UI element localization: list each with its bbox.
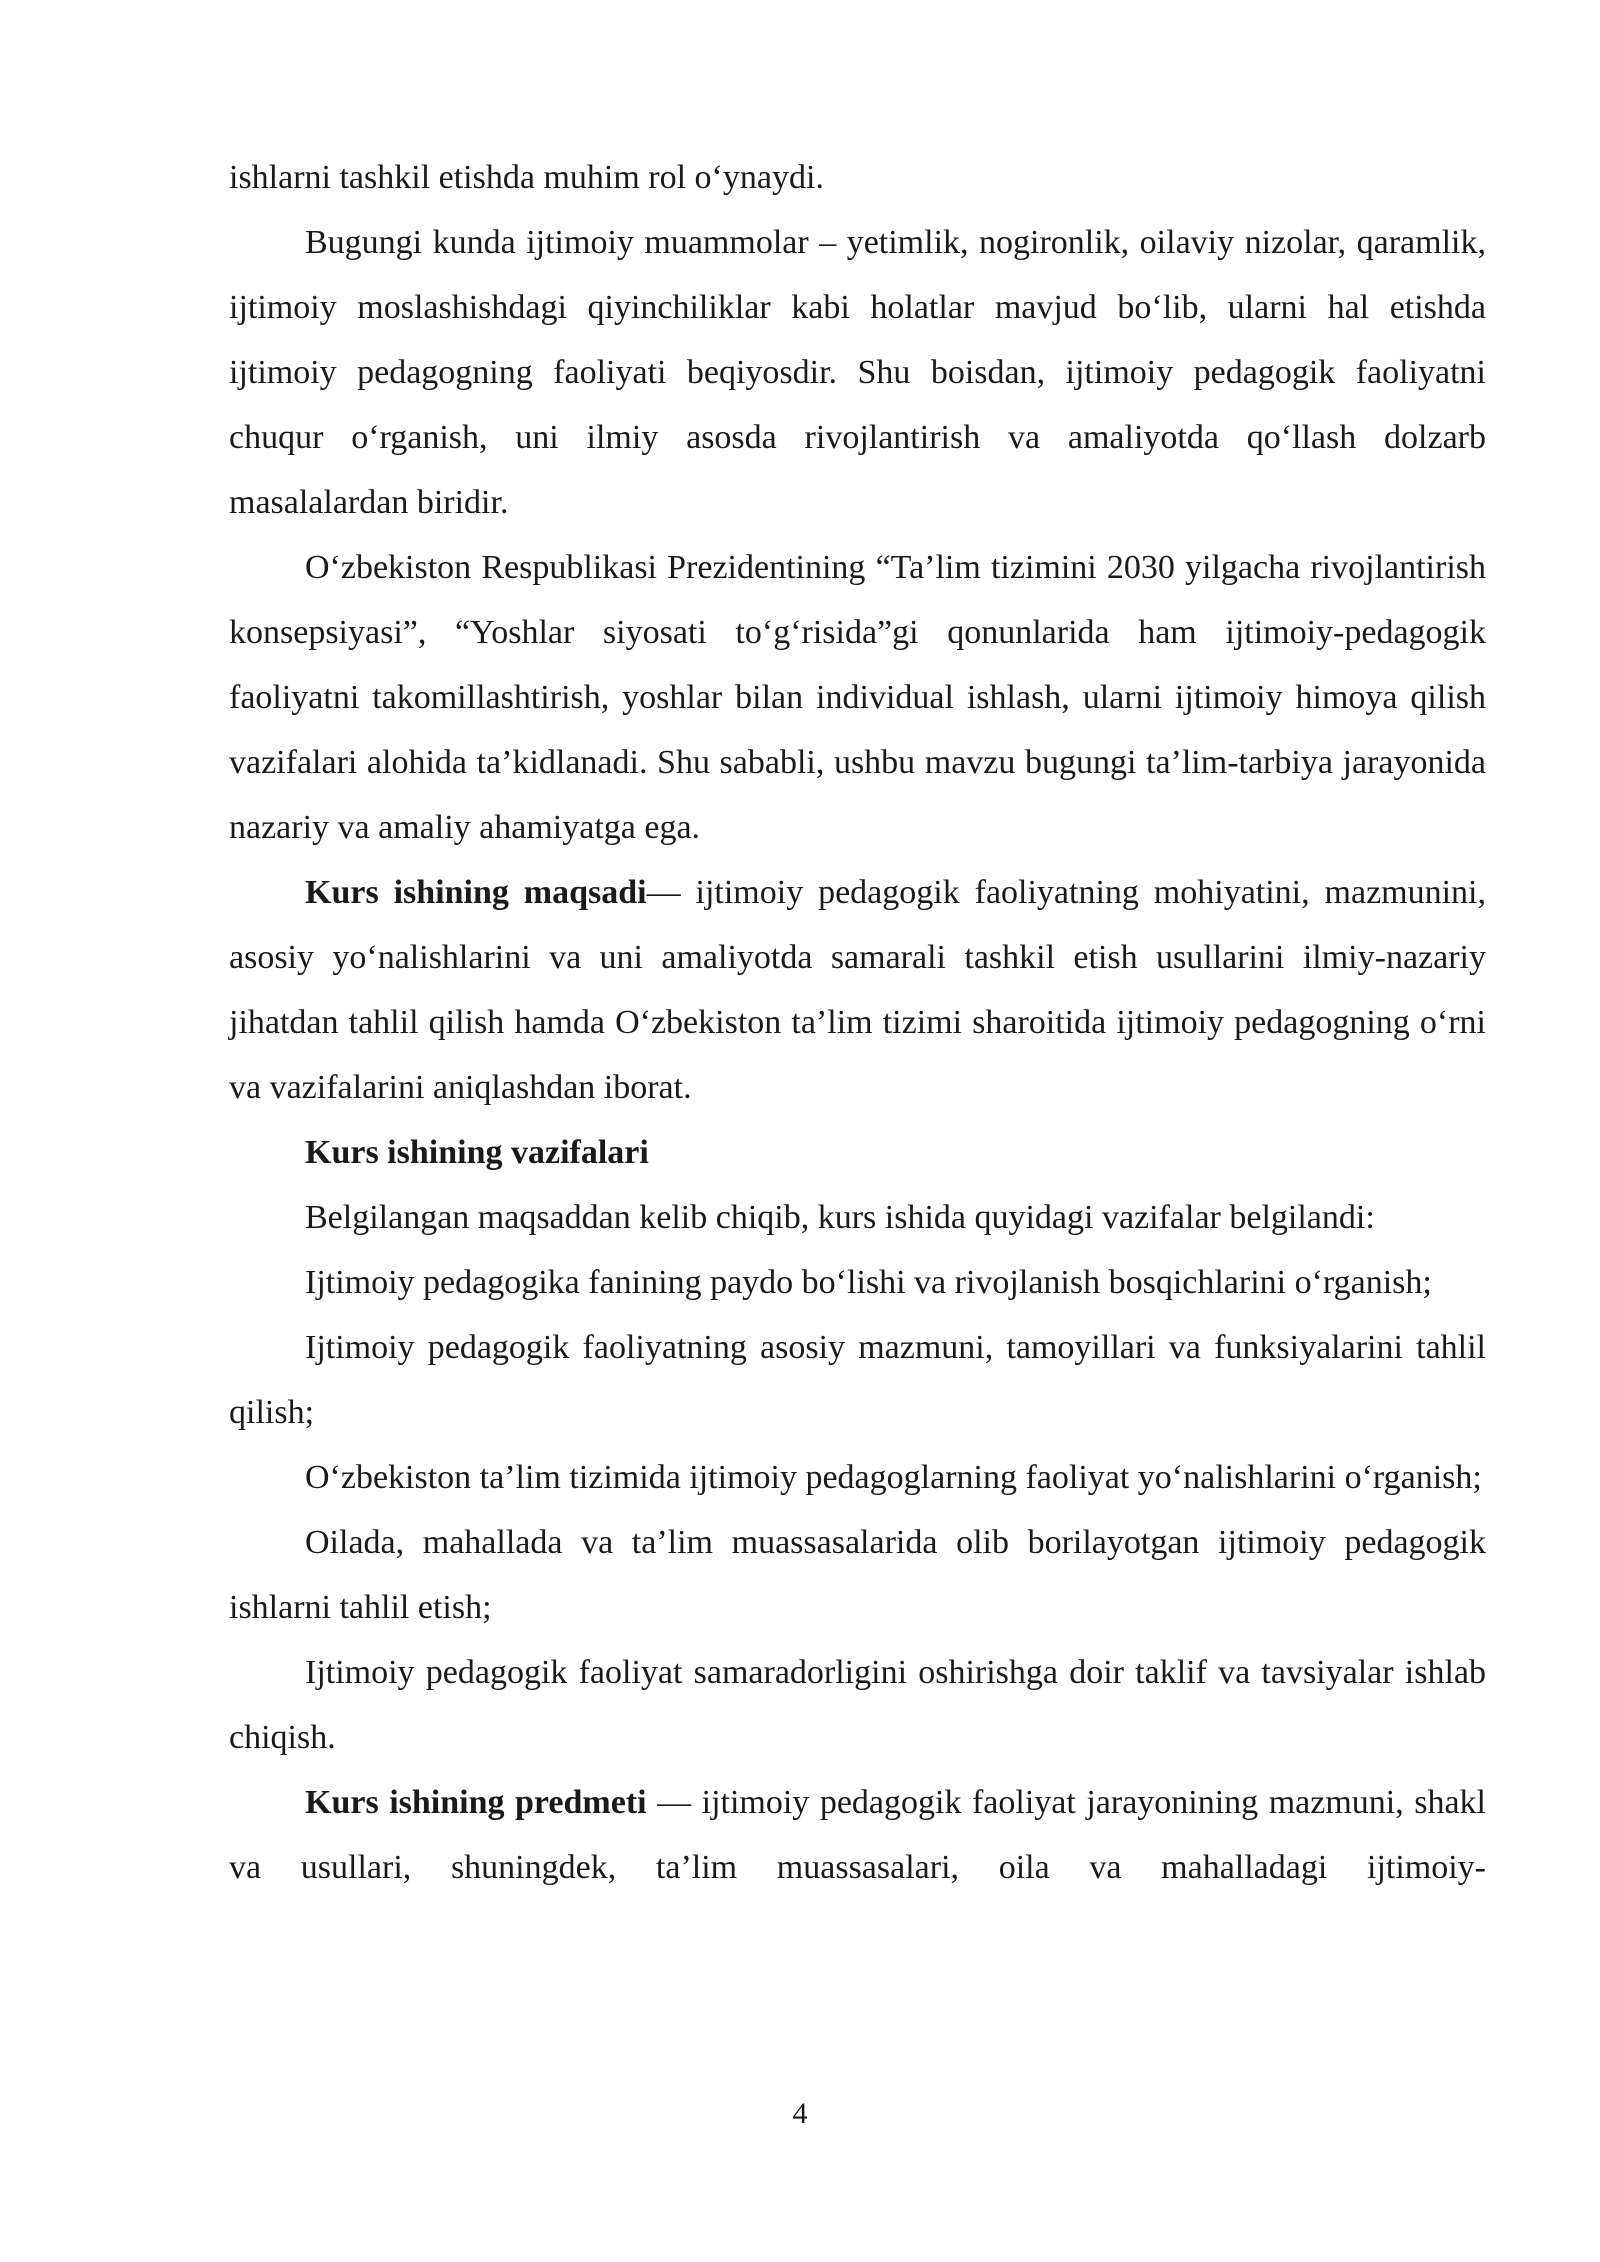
- course-subject-heading: Kurs ishining predmeti: [305, 1784, 647, 1821]
- paragraph-course-goal: [229, 860, 1486, 1120]
- task-item-3: O‘zbekiston ta’lim tizimida ijtimoiy pedagoglarning faoliyat yo‘nalishlarini o‘rganish;: [305, 1459, 1482, 1496]
- task-item-5: Ijtimoiy pedagogik faoliyat samaradorligini oshirishga doir taklif va tavsiyalar ishlab chiqish.: [229, 1654, 1486, 1756]
- course-goal-text: — ijtimoiy pedagogik faoliyatning mohiyatini, mazmunini, asosiy yo‘nalishlarini va uni amaliyotda samarali tashkil etish usullarini ilmiy-nazariy jihatdan tahlil qilish hamda O‘zbekiston ta’lim tizimi sharoitida ijtimoiy pedagogning o‘rni va vazifalarini aniqlashdan iborat.: [229, 874, 1487, 1106]
- document-page: [229, 145, 1486, 1900]
- course-goal-heading: Kurs ishining maqsadi: [305, 874, 647, 911]
- paragraph-tasks-intro: Belgilangan maqsaddan kelib chiqib, kurs ishida quyidagi vazifalar belgilandi:: [305, 1199, 1375, 1236]
- task-item-1: Ijtimoiy pedagogika fanining paydo bo‘lishi va rivojlanish bosqichlarini o‘rganish;: [305, 1264, 1432, 1301]
- task-item-4: Oilada, mahallada va ta’lim muassasalarida olib borilayotgan ijtimoiy pedagogik ishlarni tahlil etish;: [229, 1524, 1486, 1626]
- course-subject-text: — ijtimoiy pedagogik faoliyat jarayonining mazmuni, shakl va usullari, shuningdek, ta’lim muassasalari, oila va mahalladagi ijtimoiy-: [229, 1784, 1487, 1886]
- task-item-2: Ijtimoiy pedagogik faoliyatning asosiy mazmuni, tamoyillari va funksiyalarini tahlil qilish;: [229, 1329, 1486, 1431]
- page-number: 4: [792, 2097, 808, 2130]
- paragraph-course-subject: [229, 1770, 1486, 1900]
- paragraph-course-tasks-heading: [229, 1120, 1486, 1185]
- paragraph-presidential-decree: O‘zbekiston Respublikasi Prezidentining “Ta’lim tizimini 2030 yilgacha rivojlantirish konsepsiyasi”, “Yoshlar siyosati to‘g‘risida”gi qonunlarida ham ijtimoiy-pedagogik faoliyatni takomillashtirish, yoshlar bilan individual ishlash, ularni ijtimoiy himoya qilish vazifalari alohida ta’kidlanadi. Shu sababli, ushbu mavzu bugungi ta’lim-tarbiya jarayonida nazariy va amaliy ahamiyatga ega.: [229, 549, 1486, 846]
- paragraph-continuation: ishlarni tashkil etishda muhim rol o‘ynaydi.: [229, 159, 824, 196]
- paragraph-social-problems: Bugungi kunda ijtimoiy muammolar – yetimlik, nogironlik, oilaviy nizolar, qaramlik, ijtimoiy moslashishdagi qiyinchiliklar kabi holatlar mavjud bo‘lib, ularni hal etishda ijtimoiy pedagogning faoliyati beqiyosdir. Shu boisdan, ijtimoiy pedagogik faoliyatni chuqur o‘rganish, uni ilmiy asosda rivojlantirish va amaliyotda qo‘llash dolzarb masalalardan biridir.: [229, 224, 1486, 521]
- course-tasks-heading: Kurs ishining vazifalari: [305, 1134, 649, 1171]
